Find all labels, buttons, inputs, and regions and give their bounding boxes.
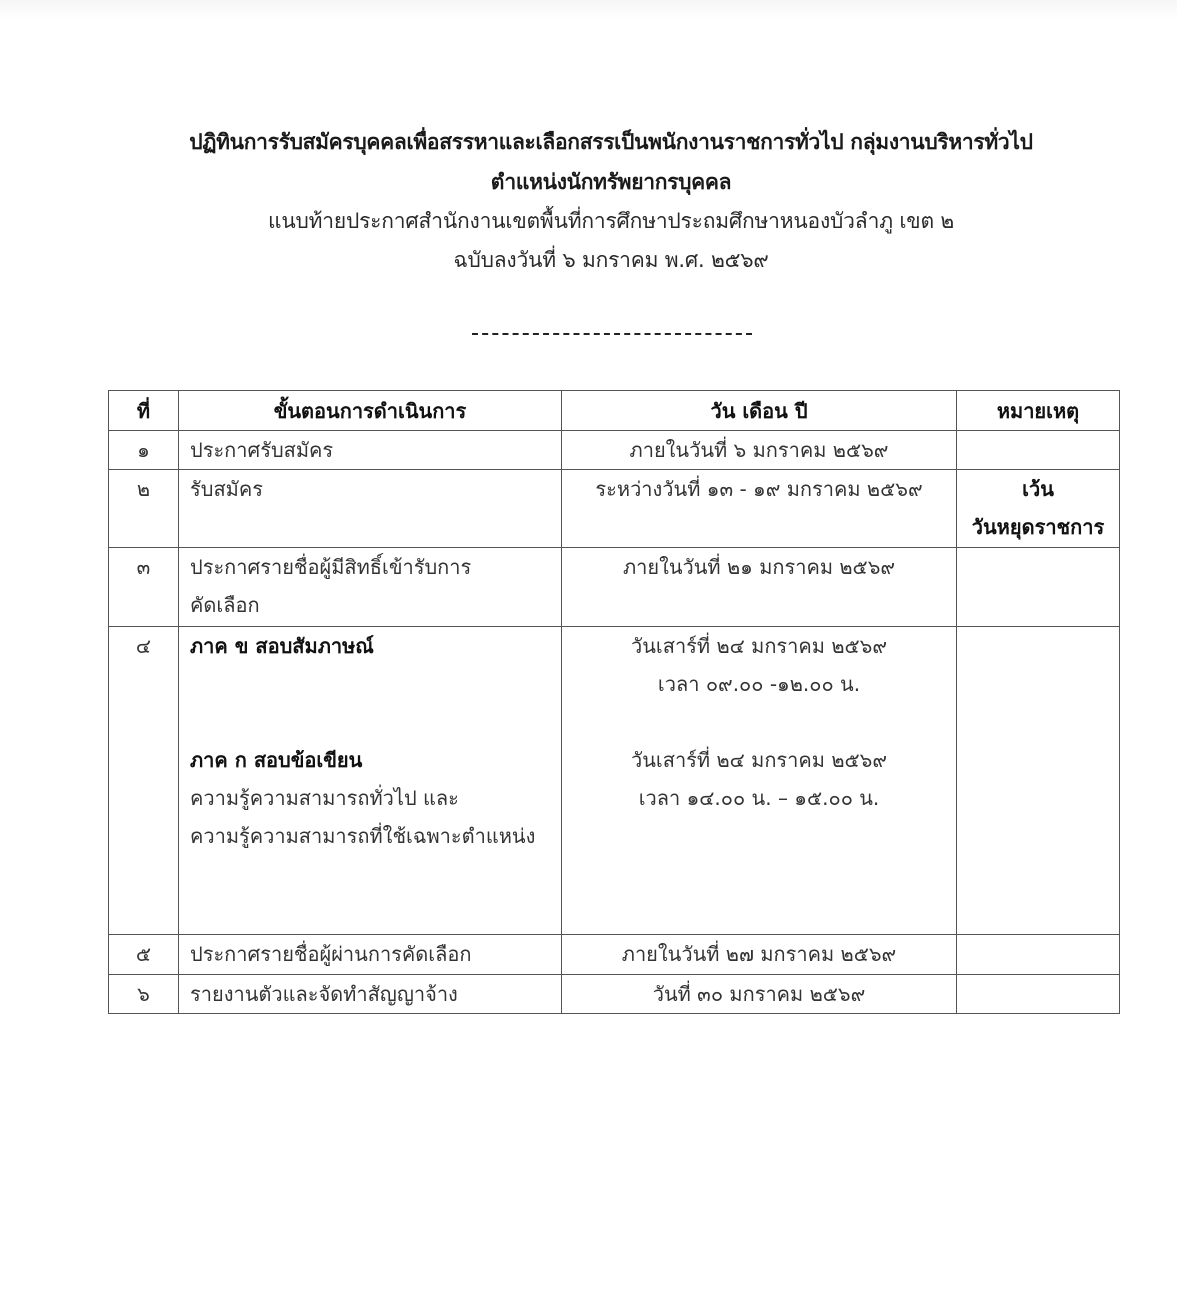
cell-step: รายงานตัวและจัดทำสัญญาจ้าง (179, 975, 562, 1014)
document-title-line1: ปฏิทินการรับสมัครบุคคลเพื่อสรรหาและเลือกสรรเป็นพนักงานราชการทั่วไป กลุ่มงานบริหารทั่วไป (189, 130, 1033, 154)
document-header (0, 122, 1177, 280)
cell-note (957, 935, 1120, 975)
cell-step (179, 548, 562, 627)
header-no: ที่ (109, 391, 179, 431)
document-title-line2: ตำแหน่งนักทรัพยากรบุคคล (490, 170, 732, 194)
part-b-date: วันเสาร์ที่ ๒๔ มกราคม ๒๕๖๙ (631, 634, 887, 658)
part-a-time: เวลา ๑๔.๐๐ น. – ๑๕.๐๐ น. (638, 786, 880, 810)
table-header-row (109, 391, 1120, 431)
document-subtitle-line2: ฉบับลงวันที่ ๖ มกราคม พ.ศ. ๒๕๖๙ (453, 248, 769, 272)
part-a-date: วันเสาร์ที่ ๒๔ มกราคม ๒๕๖๙ (631, 748, 887, 772)
cell-no: ๒ (109, 470, 179, 548)
step-line1: ประกาศรายชื่อผู้มีสิทธิ์เข้ารับการ (190, 555, 472, 579)
part-a-desc-line2: ความรู้ความสามารถที่ใช้เฉพาะตำแหน่ง (190, 824, 536, 848)
cell-date: ภายในวันที่ ๖ มกราคม ๒๕๖๙ (562, 431, 957, 470)
cell-date: ภายในวันที่ ๒๗ มกราคม ๒๕๖๙ (562, 935, 957, 975)
cell-note (957, 627, 1120, 935)
cell-step: ประกาศรับสมัคร (179, 431, 562, 470)
table-row (109, 548, 1120, 627)
cell-step (179, 627, 562, 935)
cell-note (957, 975, 1120, 1014)
part-a-desc-line1: ความรู้ความสามารถทั่วไป และ (190, 786, 459, 810)
part-a-title: ภาค ก สอบข้อเขียน (190, 748, 363, 772)
cell-note (957, 470, 1120, 548)
cell-date: ภายในวันที่ ๒๑ มกราคม ๒๕๖๙ (562, 548, 957, 627)
table-row (109, 975, 1120, 1014)
cell-step: รับสมัคร (179, 470, 562, 548)
document-subtitle-line1: แนบท้ายประกาศสำนักงานเขตพื้นที่การศึกษาประถมศึกษาหนองบัวลำภู เขต ๒ (267, 209, 955, 233)
page-top-edge (0, 0, 1177, 20)
spacer (190, 665, 561, 741)
cell-no: ๕ (109, 935, 179, 975)
step-line2: คัดเลือก (190, 593, 260, 617)
part-b-title: ภาค ข สอบสัมภาษณ์ (190, 634, 374, 658)
table-row (109, 627, 1120, 935)
part-b-time: เวลา ๐๙.๐๐ -๑๒.๐๐ น. (657, 672, 861, 696)
cell-no: ๑ (109, 431, 179, 470)
cell-date: วันที่ ๓๐ มกราคม ๒๕๖๙ (562, 975, 957, 1014)
cell-no: ๔ (109, 627, 179, 935)
separator-line (472, 333, 752, 335)
cell-no: ๖ (109, 975, 179, 1014)
note-line1: เว้น (1022, 477, 1054, 501)
table-row (109, 935, 1120, 975)
table-row (109, 431, 1120, 470)
note-line2: วันหยุดราชการ (971, 515, 1105, 539)
spacer (562, 703, 956, 741)
cell-date (562, 627, 957, 935)
cell-step: ประกาศรายชื่อผู้ผ่านการคัดเลือก (179, 935, 562, 975)
header-step: ขั้นตอนการดำเนินการ (179, 391, 562, 431)
table-row (109, 470, 1120, 548)
cell-note (957, 548, 1120, 627)
header-note: หมายเหตุ (957, 391, 1120, 431)
cell-note (957, 431, 1120, 470)
cell-date: ระหว่างวันที่ ๑๓ - ๑๙ มกราคม ๒๕๖๙ (562, 470, 957, 548)
schedule-table (108, 390, 1120, 1014)
header-date: วัน เดือน ปี (562, 391, 957, 431)
cell-no: ๓ (109, 548, 179, 627)
